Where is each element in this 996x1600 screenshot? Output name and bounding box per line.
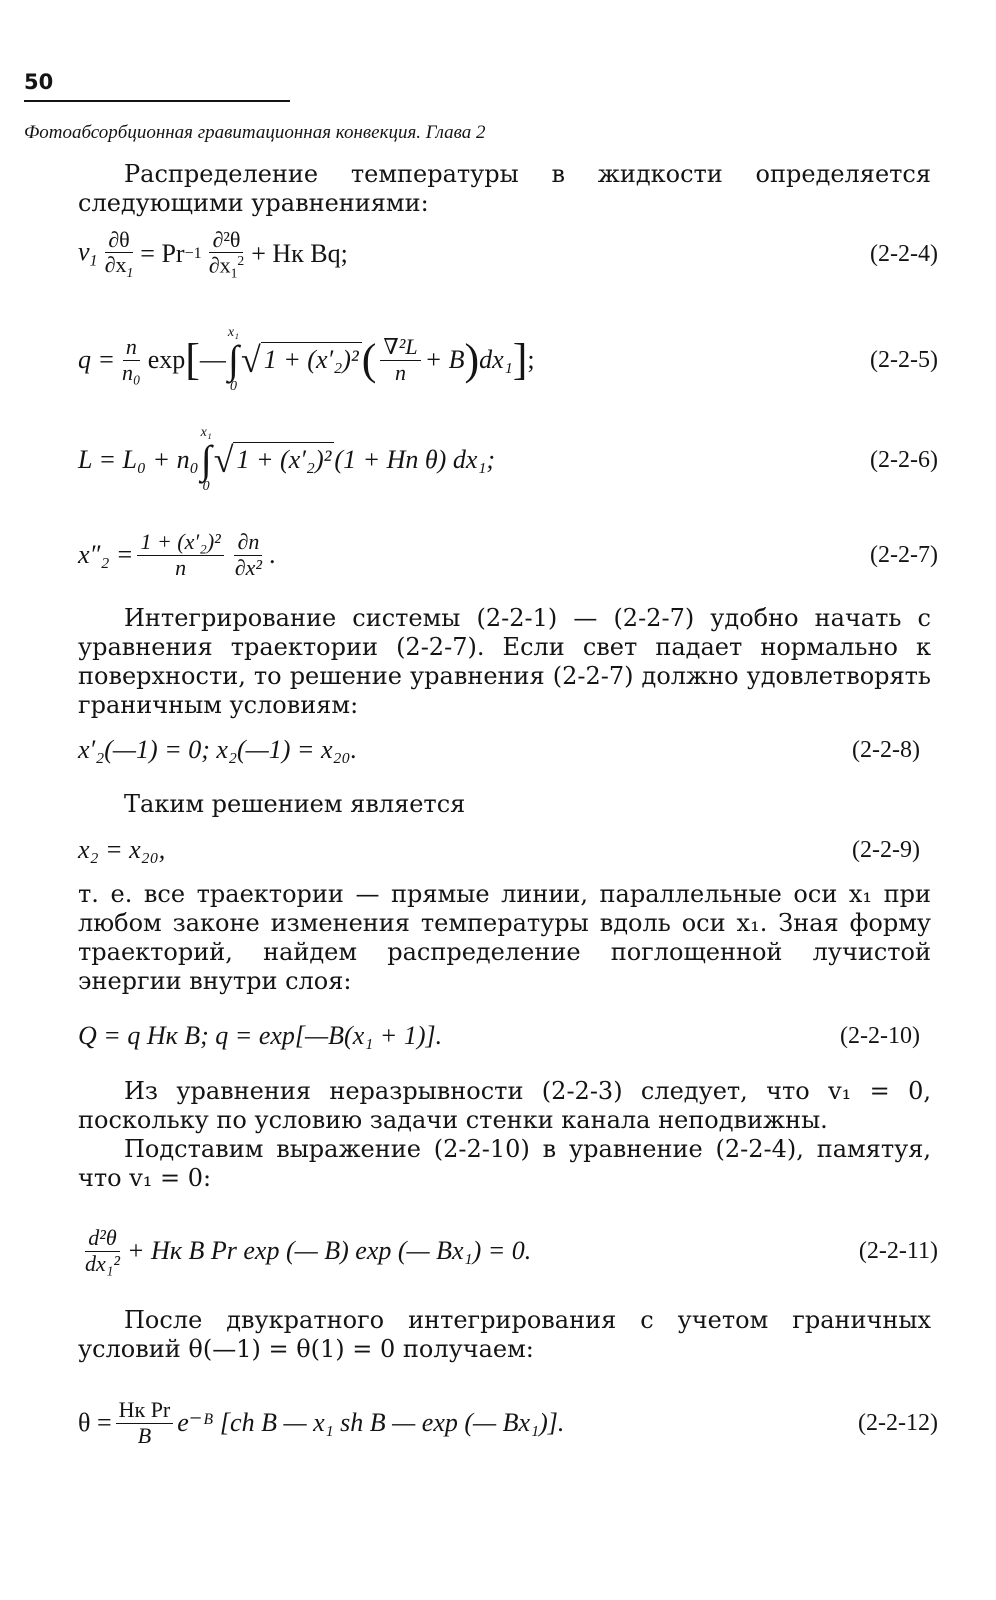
equation-number-2-2-5: (2-2-5) — [870, 346, 938, 373]
eq6-lhs: L = L₀ + n₀ — [78, 445, 199, 474]
equation-number-2-2-6: (2-2-6) — [870, 446, 938, 473]
eq11-numerator: d²θ — [85, 1226, 119, 1251]
equation-number-2-2-9: (2-2-9) — [852, 836, 920, 863]
eq4-prandtl: = Pr — [140, 239, 185, 268]
eq6-tail: (1 + Нп θ) dx₁; — [334, 445, 496, 474]
eq12-lhs: θ = — [78, 1408, 112, 1437]
paragraph-substitute: Подставим выражение (2-2-10) в уравнение (2-2-4), памятуя, что v₁ = 0: — [78, 1135, 931, 1192]
eq5-integral: x₁ ∫ 0 — [227, 325, 239, 394]
eq5-end: ; — [527, 345, 535, 374]
paragraph-integration: Интегрирование системы (2-2-1) — (2-2-7) удобно начать с уравнения траектории (2-2-7). Если свет падает нормально к поверхности, то решение уравнения (2-2-7) должно удовлетворять граничным условиям: — [78, 604, 931, 719]
paragraph-intro-text: Распределение температуры в жидкости определяется следующими уравнениями: — [78, 160, 931, 217]
eq7-lhs: x″₂ = — [78, 540, 134, 569]
equation-2-2-6: L = L₀ + n₀ x₁ ∫ 0 √ 1 + (x′₂)² (1 + Нп θ) dx₁; (2-2-6) — [78, 420, 938, 500]
page-number: 50 — [24, 70, 54, 94]
eq4-numerator-1: ∂θ — [105, 228, 132, 253]
eq6-integral: x₁ ∫ 0 — [200, 425, 212, 494]
eq7-denominator-2: ∂x² — [234, 554, 263, 580]
running-title: Фотоабсорбционная гравитационная конвекция. Глава 2 — [24, 122, 486, 143]
equation-2-2-9 — [78, 830, 938, 870]
eq7-denominator-1: n — [175, 554, 187, 580]
equation-2-2-7 — [78, 522, 938, 588]
eq10-body: Q = q Нк B; q = exp[—B(x₁ + 1)]. — [78, 1021, 443, 1050]
eq5-n: n — [123, 335, 140, 360]
eq11-tail: + Нк B Pr exp (— B) exp (— Bx₁) = 0. — [127, 1236, 532, 1265]
equation-2-2-11 — [78, 1218, 938, 1284]
paragraph-trajectories: т. е. все траектории — прямые линии, параллельные оси x₁ при любом законе изменения температуры вдоль оси x₁. Зная форму траекторий, найдем распределение поглощенной лучистой энергии внутри слоя: — [78, 880, 931, 995]
eq5-radicand: 1 + (x′₂)² — [261, 342, 362, 378]
equation-number-2-2-11: (2-2-11) — [858, 1237, 938, 1264]
eq6-lower-limit: 0 — [202, 479, 210, 494]
eq4-numerator-2: ∂²θ — [209, 228, 243, 253]
eq5-dx: dx₁ — [479, 345, 513, 374]
eq12-tail: e⁻ᴮ [ch B — x₁ sh B — exp (— Bx₁)]. — [177, 1408, 565, 1437]
equation-number-2-2-12: (2-2-12) — [858, 1409, 938, 1436]
eq4-tail: + Нк Bq; — [251, 239, 348, 268]
eq11-denominator: dx₁² — [85, 1250, 121, 1276]
eq9-body: x₂ = x₂₀, — [78, 835, 166, 864]
eq5-lower-limit: 0 — [229, 379, 237, 394]
eq5-n-den: n — [394, 359, 406, 385]
header-rule — [24, 100, 290, 102]
eq8-body: x′₂(—1) = 0; x₂(—1) = x₂₀. — [78, 735, 358, 764]
equation-2-2-4: $v_1$ $\frac{\partial\theta}{\partial x_1}$ = Pr −1 $\frac{\text{∂²θ}}{\partial x_1^2}$ + Нк Bq; (2-2-4) — [78, 224, 938, 284]
eq5-upper-limit: x₁ — [227, 325, 239, 340]
eq4-denominator-2: ∂x — [208, 252, 231, 278]
eq7-numerator-2: ∂n — [234, 530, 262, 555]
eq7-end: . — [269, 540, 276, 569]
eq12-denominator: B — [137, 1422, 152, 1448]
equation-number-2-2-8: (2-2-8) — [852, 736, 920, 763]
eq5-plus-b: + B — [424, 345, 465, 374]
eq4-denominator-1: ∂x — [104, 252, 127, 278]
equation-2-2-10 — [78, 1016, 938, 1056]
paragraph-continuity: Из уравнения неразрывности (2-2-3) следует, что v₁ = 0, поскольку по условию задачи стенки канала неподвижны. — [78, 1077, 931, 1134]
equation-number-2-2-10: (2-2-10) — [840, 1022, 920, 1049]
paragraph-intro — [78, 160, 931, 218]
eq6-radicand: 1 + (x′₂)² — [233, 442, 334, 478]
equation-2-2-8 — [78, 730, 938, 770]
paragraph-double-integration: После двукратного интегрирования с учетом граничных условий θ(—1) = θ(1) = 0 получаем: — [78, 1306, 931, 1363]
eq5-exp: exp — [147, 345, 186, 374]
equation-number-2-2-4: (2-2-4) — [870, 240, 938, 267]
equation-number-2-2-7: (2-2-7) — [870, 541, 938, 568]
eq5-nabla: ∇²L — [380, 335, 420, 360]
equation-2-2-12 — [78, 1390, 938, 1456]
eq12-numerator: Нк Pr — [116, 1398, 174, 1423]
eq7-numerator-1: 1 + (x′₂)² — [137, 530, 223, 555]
equation-2-2-5: q = $\frac{n}{\text{n₀}}$ exp [ — x₁ ∫ 0 √ 1 + (x′₂)² ( $\frac{\text{∇²L}}{n}$ + B ) dx₁ ] ; (2-2-5) — [78, 318, 938, 402]
eq5-n0: n₀ — [122, 359, 141, 385]
eq5-lhs: q = — [78, 345, 116, 374]
paragraph-solution: Таким решением является — [124, 790, 466, 818]
eq6-upper-limit: x₁ — [200, 425, 212, 440]
